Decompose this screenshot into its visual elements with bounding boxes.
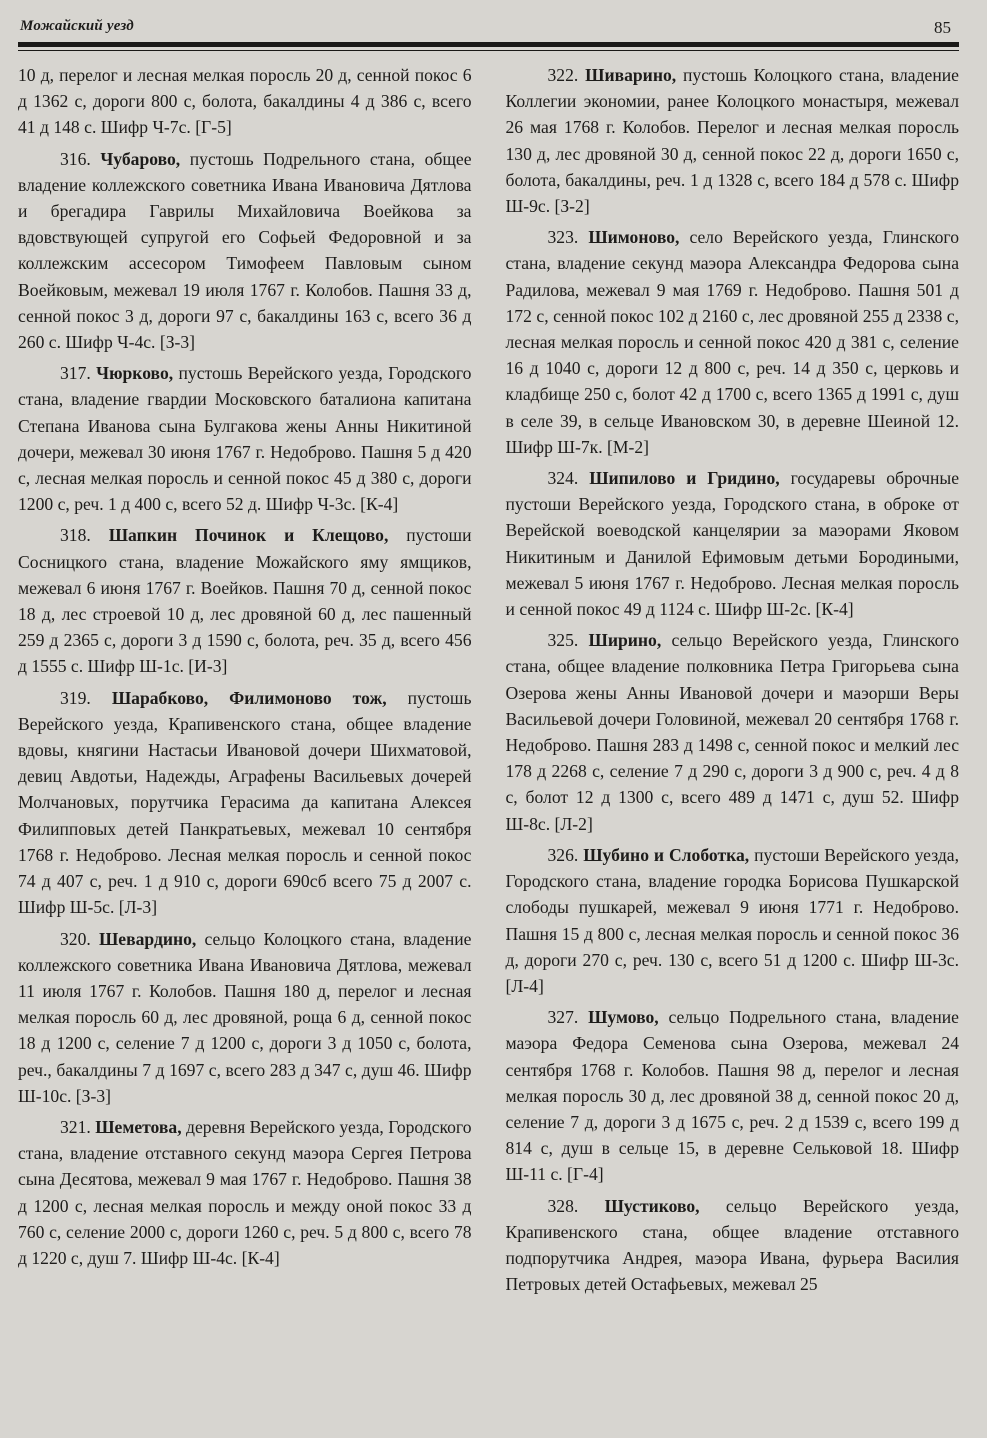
entry-name: Шумово, [588, 1007, 659, 1028]
text-columns [18, 62, 959, 1302]
entry-text: сельцо Подрельного стана, владение маэора Федора Семенова сына Озерова, межевал 24 сентября 1768 г. Колобов. Пашня 98 д, перелог и лесная мелкая поросль 30 д, лес дровяной 38 д, сенной покос 20 д, селение 7 д, дороги 3 д 1675 с, реч. 2 д 1539 с, всего 199 д 814 с, душ в сельце 15, в деревне Сельковой 18. Шифр Ш-11 с. [Г-4] [505, 1007, 959, 1185]
entry-paragraph [18, 926, 472, 1109]
entry-name: Шапкин Починок и Клещово, [108, 525, 389, 546]
entry-text: 10 д, перелог и лесная мелкая поросль 20 д, сенной покос 6 д 1362 с, дороги 800 с, болота, бакалдины 4 д 386 с, всего 41 д 148 с. Шифр Ч-7с. [Г-5] [18, 65, 472, 138]
entry-number: 325. [547, 630, 579, 651]
entry-paragraph [506, 62, 960, 219]
running-head [18, 0, 959, 44]
entry-name: Шимоново, [588, 227, 680, 248]
entry-paragraph [506, 465, 960, 622]
entry-text: пустошь Подрельного стана, общее владение коллежского советника Ивана Ивановича Дятлова и брегадира Гаврилы Михайловича Воейкова за вдовствующей супругой его Софьей Федоровной и за коллежским ассесором Тимофеем Павловым сыном Воейковым, межевал 19 июля 1767 г. Колобов. Пашня 33 д, сенной покос 3 д, дороги 97 с, бакалдины 163 с, всего 36 д 260 с. Шифр Ч-4с. [З-3] [18, 148, 472, 353]
entry-number: 322. [547, 65, 579, 85]
entry-name: Шиварино, [585, 65, 677, 85]
header-rule-thick [18, 42, 959, 47]
entry-name: Чюрково, [96, 363, 174, 384]
entry-name: Шустиково, [604, 1195, 700, 1216]
entry-text: пустоши Сосницкого стана, владение Можайского яму ямщиков, межевал 6 июня 1767 г. Воейков. Пашня 70 д, сенной покос 18 д, лес строевой 10 д, лес дровяной 60 д, лес пашенный 259 д 2365 с, дороги 3 д 1590 с, болота, реч. 35 д, всего 456 д 1555 с. Шифр Ш-1с. [И-3] [18, 525, 472, 677]
entry-number: 320. [60, 928, 91, 949]
entry-text: пустошь Верейского уезда, Городского стана, владение гвардии Московского баталиона капитана Степана Иванова сына Булгакова жены Анны Никитиной дочери, межевал 30 июня 1767 г. Недоброво. Пашня 5 д 420 с, лесная мелкая поросль и сенной покос 45 д 380 с, дороги 1200 с, реч. 1 д 400 с, всего 52 д. Шифр Ч-3с. [К-4] [18, 363, 472, 515]
entry-paragraph [506, 627, 960, 837]
entry-number: 328. [547, 1195, 579, 1216]
entry-name: Ширино, [588, 630, 662, 651]
entry-number: 326. [547, 844, 579, 865]
left-column [18, 62, 472, 1302]
entry-text: государевы оброчные пустоши Верейского уезда, Городского стана, в оброке от Верейской воеводской канцелярии за маэорами Яковом Никитиным и Данилой Ефимовым детьми Бородиными, межевал 5 июня 1767 г. Недоброво. Лесная мелкая поросль и сенной покос 49 д 1124 с. Шифр Ш-2с. [К-4] [505, 468, 960, 620]
entry-paragraph [18, 146, 472, 356]
entry-paragraph [506, 224, 960, 460]
header-rule-thin [18, 50, 959, 51]
entry-name: Шарабково, Филимоново тож, [111, 687, 387, 708]
entry-name: Шубино и Слоботка, [583, 844, 750, 865]
entry-paragraph [506, 842, 960, 999]
entry-number: 321. [60, 1116, 91, 1137]
entry-text: пустошь Верейского уезда, Крапивенского стана, общее владение вдовы, княгини Настасьи Ивановой дочери Шихматовой, девиц Авдотьи, Надежды, Аграфены Васильевых дочерей Молчановых, порутчика Герасима да капитана Алексея Филипповых детей Панкратьевых, межевал 10 сентября 1768 г. Недоброво. Лесная мелкая поросль и сенной покос 74 д 407 с, реч. 1 д 910 с, дороги 690сб всего 75 д 2007 с. Шифр Ш-5с. [Л-3] [18, 687, 472, 918]
entry-number: 324. [547, 468, 579, 489]
entry-paragraph [18, 522, 472, 679]
entry-number: 318. [60, 525, 91, 546]
entry-text: село Верейского уезда, Глинского стана, владение секунд маэора Александра Федорова сына Радилова, межевал 9 мая 1769 г. Недоброво. Пашня 501 д 172 с, сенной покос 102 д 2160 с, лес дровяной 255 д 2338 с, лесная мелкая поросль и сенной покос 420 д 381 с, селение 16 д 1040 с, дороги 12 д 800 с, реч. 14 д 350 с, церковь и кладбище 250 с, болот 42 д 1700 с, всего 1365 д 1991 с, душ в селе 39, в сельце Ивановском 30, в деревне Шеиной 12. Шифр Ш-7к. [М-2] [505, 227, 959, 457]
entry-text: сельцо Колоцкого стана, владение коллежского советника Ивана Ивановича Дятлова, межевал 11 июля 1767 г. Колобов. Пашня 180 д, перелог и лесная мелкая поросль 60 д, лес дровяной, роща 6 д, сенной покос 18 д 1200 с, селение 7 д 1200 с, дороги 3 д 1050 с, болота, реч., бакалдины 7 д 1697 с, всего 283 д 347 с, душ 46. Шифр Ш-10с. [З-3] [18, 928, 472, 1106]
entry-number: 327. [547, 1007, 579, 1028]
entry-number: 323. [547, 227, 579, 248]
entry-text: сельцо Верейского уезда, Крапивенского стана, общее владение отставного подпорутчика Андрея, маэора Ивана, фурьера Василия Петровых детей Остафьевых, межевал 25 [505, 1195, 959, 1295]
entry-name: Шевардино, [98, 928, 197, 949]
entry-number: 316. [60, 148, 91, 169]
entry-name: Чубарово, [100, 148, 181, 169]
entry-text: пустошь Колоцкого стана, владение Коллегии экономии, ранее Колоцкого монастыря, межевал 26 мая 1768 г. Колобов. Перелог и лесная мелкая поросль 130 д, лес дровяной 30 д, сенной покос 22 д, дороги 1650 с, болота, бакалдины, реч. 1 д 1328 с, всего 184 д 578 с. Шифр Ш-9с. [З-2] [505, 65, 959, 217]
entry-name: Шеметова, [95, 1116, 182, 1137]
entry-paragraph [18, 1114, 472, 1271]
entry-text: сельцо Верейского уезда, Глинского стана, общее владение полковника Петра Григорьева сына Озерова жены Анны Ивановой дочери и маэорши Веры Васильевой дочери Головиной, межевал 20 сентября 1768 г. Недоброво. Пашня 283 д 1498 с, сенной покос и мелкий лес 178 д 2268 с, селение 7 д 290 с, дороги 3 д 900 с, реч. 4 д 8 с, болот 12 д 1300 с, всего 489 д 1471 с, душ 52. Шифр Ш-8с. [Л-2] [505, 630, 959, 834]
page-number: 85 [934, 18, 951, 37]
entry-name: Шипилово и Гридино, [589, 468, 780, 489]
entry-number: 319. [60, 687, 91, 708]
entry-text: пустоши Верейского уезда, Городского стана, владение городка Борисова Пушкарской слободы пушкарей, межевал 9 июня 1771 г. Недоброво. Пашня 15 д 800 с, лесная мелкая поросль и сенной покос 36 д, дороги 270 с, реч. 130 с, всего 51 д 1200 с. Шифр Ш-3с. [Л-4] [505, 844, 959, 996]
entry-paragraph [18, 685, 472, 921]
running-title: Можайский уезд [20, 18, 134, 34]
entry-paragraph [506, 1193, 960, 1298]
entry-paragraph [18, 360, 472, 517]
right-column [506, 62, 960, 1302]
entry-paragraph [18, 62, 472, 141]
entry-paragraph [506, 1004, 960, 1187]
entry-number: 317. [60, 363, 91, 384]
entry-text: деревня Верейского уезда, Городского стана, владение отставного секунд маэора Сергея Петрова сына Десятова, межевал 9 мая 1767 г. Недоброво. Пашня 38 д 1200 с, лесная мелкая поросль и между оной покос 33 д 760 с, селение 2000 с, дороги 1260 с, реч. 5 д 800 с, всего 78 д 1220 с, душ 7. Шифр Ш-4с. [К-4] [18, 1116, 472, 1268]
